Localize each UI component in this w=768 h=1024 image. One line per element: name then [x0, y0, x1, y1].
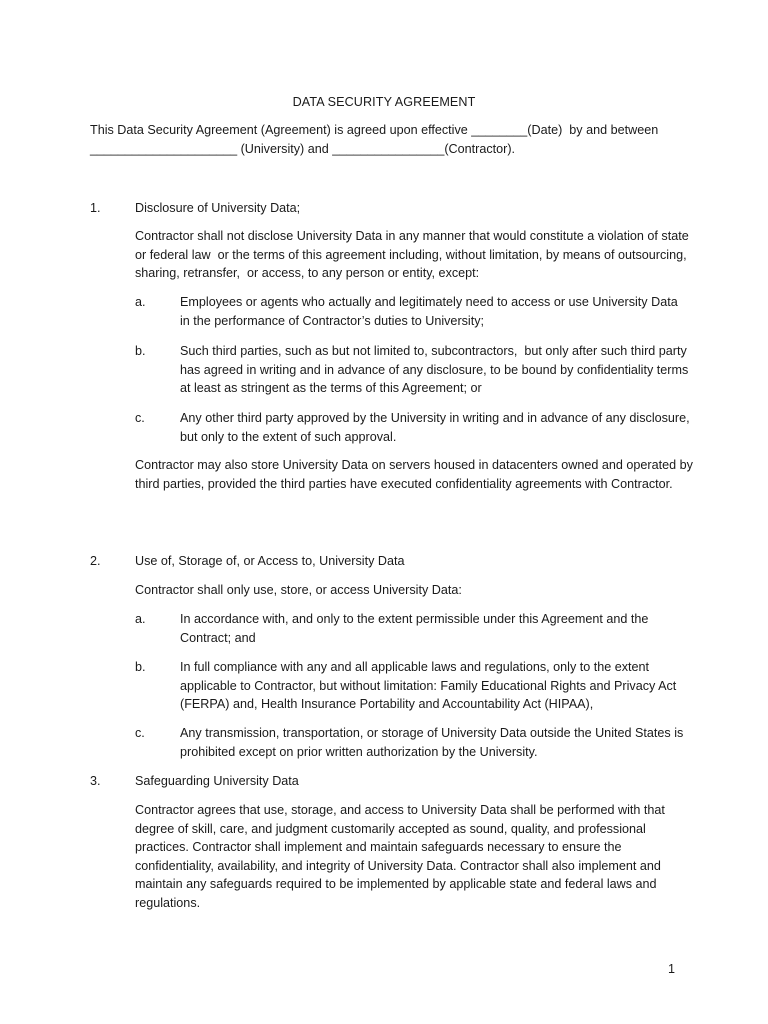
- section-2-item-c-letter: c.: [135, 726, 145, 740]
- section-2-item-b-letter: b.: [135, 660, 146, 674]
- section-1-item-c-letter: c.: [135, 411, 145, 425]
- section-2-paragraph: Contractor shall only use, store, or access University Data:: [135, 583, 462, 597]
- section-1-item-b-text: Such third parties, such as but not limited to, subcontractors, but only after such third party has agreed in writing and in advance of any disclosure, to be bound by confidentiality terms at least as stringent as the terms of this Agreement; or: [180, 344, 692, 396]
- section-1-item-a-text: Employees or agents who actually and legitimately need to access or use University Data in the performance of Contractor’s duties to University;: [180, 295, 682, 328]
- section-2-item-b-text: In full compliance with any and all applicable laws and regulations, only to the extent applicable to Contractor, but without limitation: Family Educational Rights and Privacy Act (FERPA) and, Health Insurance Portability and Accountability Act (HIPAA),: [180, 660, 680, 712]
- document-title: DATA SECURITY AGREEMENT: [292, 95, 476, 109]
- section-2-item-a-text: In accordance with, and only to the extent permissible under this Agreement and the Contract; and: [180, 612, 652, 645]
- section-2-heading: Use of, Storage of, or Access to, University Data: [135, 554, 405, 568]
- section-3-paragraph: Contractor agrees that use, storage, and access to University Data shall be performed with that degree of skill, care, and judgment customarily accepted as sound, quality, and professional practices. Contractor shall implement and maintain safeguards necessary to ensure the confidentiality, availability, and integrity of University Data. Contractor shall also implement and maintain any safeguards required to be implemented by applicable state and federal laws and regulations.: [135, 803, 669, 910]
- section-1-number: 1.: [90, 201, 101, 215]
- section-2-item-a-letter: a.: [135, 612, 146, 626]
- section-1-item-a-letter: a.: [135, 295, 146, 309]
- section-1-item-b-letter: b.: [135, 344, 146, 358]
- page-number: 1: [668, 962, 676, 976]
- section-3-number: 3.: [90, 774, 101, 788]
- section-2-item-c-text: Any transmission, transportation, or storage of University Data outside the United States is prohibited except on prior written authorization by the University.: [180, 726, 687, 759]
- section-1-heading: Disclosure of University Data;: [135, 201, 301, 215]
- section-1-paragraph: Contractor shall not disclose University Data in any manner that would constitute a violation of state or federal law or the terms of this agreement including, without limitation, by means of outsourcing, sharing, retransfer, or access, to any person or entity, except:: [135, 229, 693, 281]
- section-3-heading: Safeguarding University Data: [135, 774, 299, 788]
- section-1-closing: Contractor may also store University Data on servers housed in datacenters owned and operated by third parties, provided the third parties have executed confidentiality agreements with Contractor.: [135, 458, 697, 491]
- section-1-item-c-text: Any other third party approved by the University in writing and in advance of any disclosure, but only to the extent of such approval.: [180, 411, 694, 444]
- section-2-number: 2.: [90, 554, 101, 568]
- intro-paragraph: This Data Security Agreement (Agreement) is agreed upon effective ________(Date) by and between _____________________ (University) and ________________(Contractor).: [90, 123, 662, 156]
